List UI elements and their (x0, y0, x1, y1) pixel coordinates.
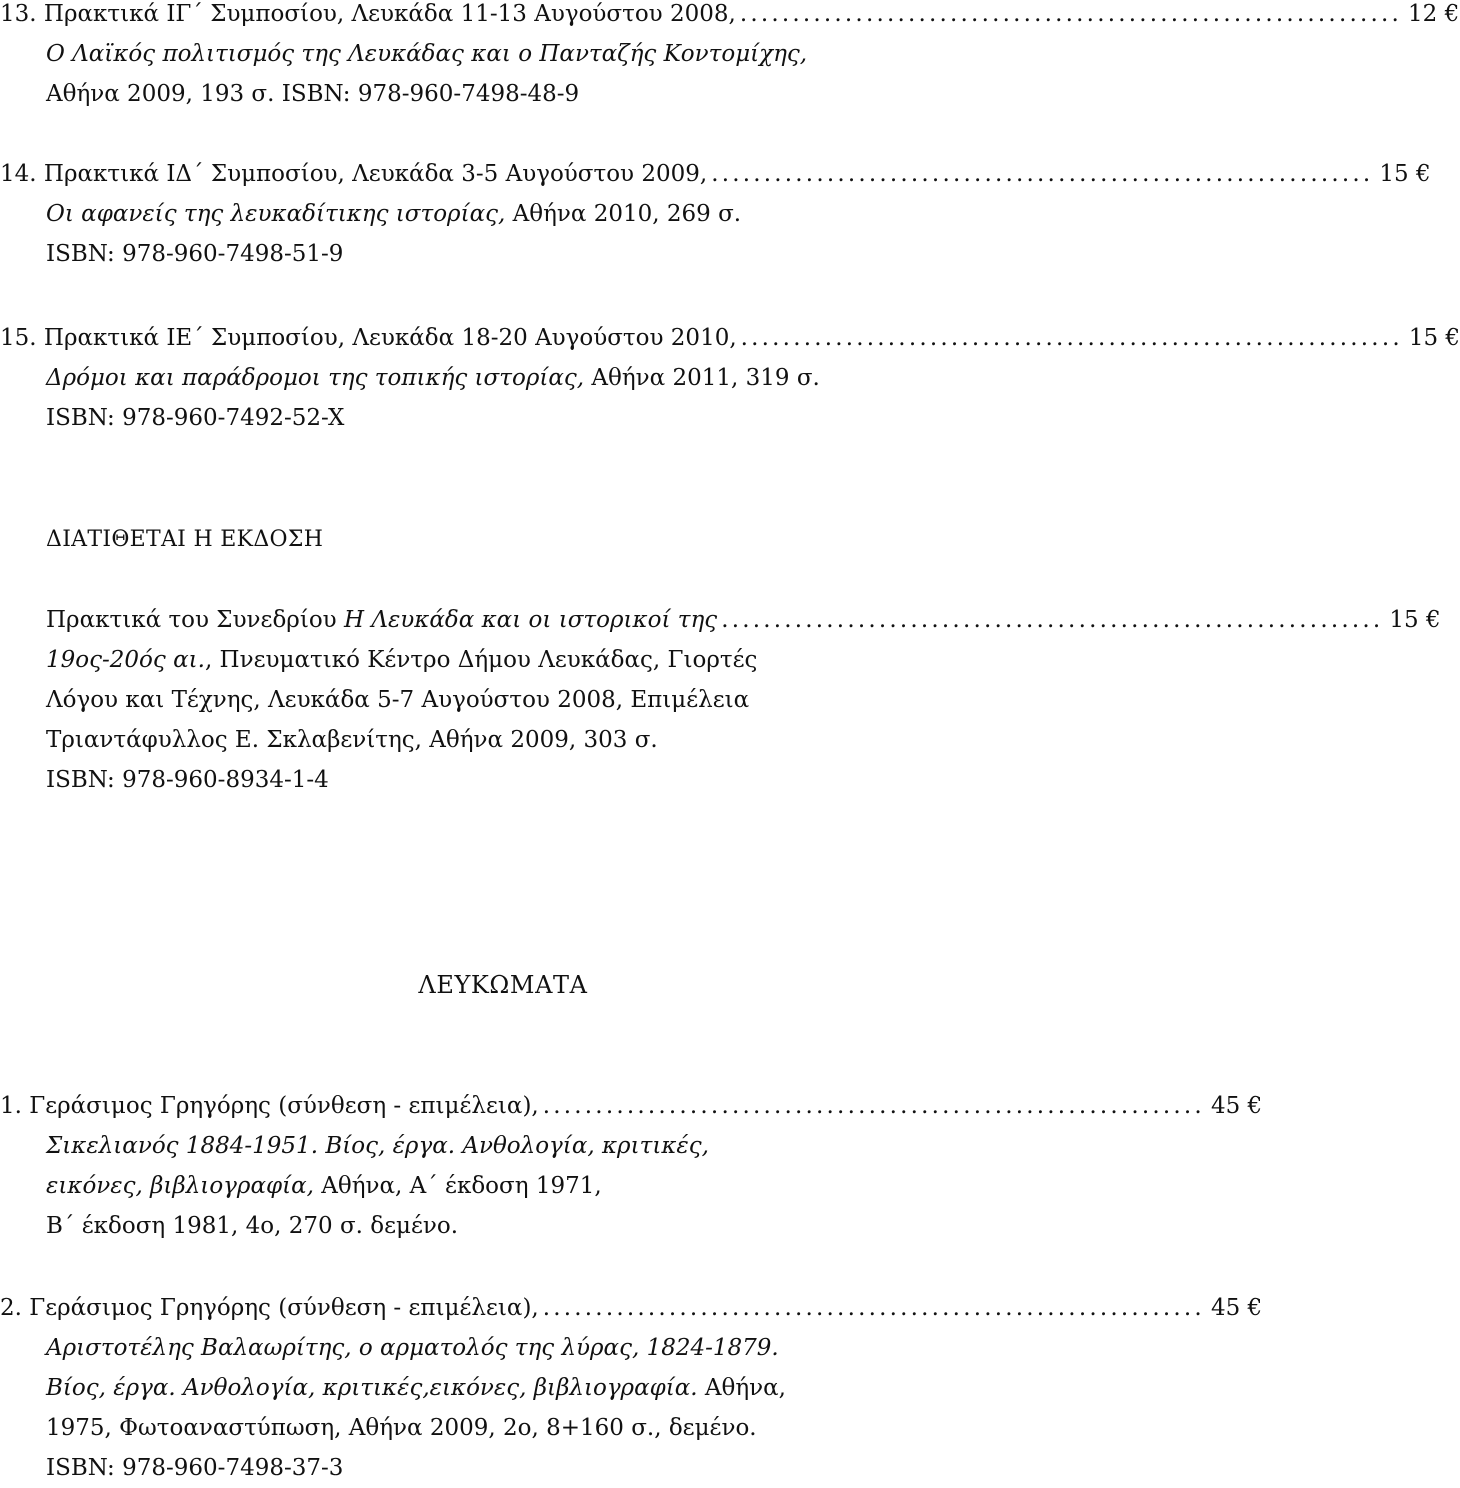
entry-edition-info: Αθήνα, Α΄ έκδοση 1971, (313, 1173, 602, 1199)
albums-section-title: ΛΕΥΚΩΜΑΤΑ (418, 971, 588, 999)
dot-leader: ............................................................... (739, 1, 1403, 27)
available-section-label: ΔΙΑΤΙΘΕΤΑΙ Η ΕΚΔΟΣΗ (46, 527, 324, 552)
entry-price: 45 € (1210, 1093, 1263, 1119)
entry-edition-info-2: Β΄ έκδοση 1981, 4ο, 270 σ. δεμένο. (46, 1213, 459, 1239)
entry-price: 15 € (1408, 325, 1460, 351)
entry-heading: 1. Γεράσιμος Γρηγόρης (σύνθεση - επιμέλεια), (0, 1093, 539, 1119)
dot-leader: ............................................................... (740, 325, 1403, 351)
entry-price: 45 € (1210, 1295, 1263, 1321)
entry-event-info: Λόγου και Τέχνης, Λευκάδα 5-7 Αυγούστου 2008, Επιμέλεια (46, 687, 750, 713)
entry-publication-info: Αθήνα 2010, 269 σ. (505, 201, 742, 227)
entry-publication-info: Αθήνα 2009, 193 σ. ISBN: 978-960-7498-48-9 (46, 81, 580, 107)
entry-publication-info: Αθήνα 2011, 319 σ. (584, 365, 820, 391)
entry-price: 15 € (1389, 607, 1441, 633)
entry-title-italic-cont: Βίος, έργα. Ανθολογία, κριτικές,εικόνες, βιβλιογραφία. (46, 1375, 698, 1401)
entry-publisher: , Πνευματικό Κέντρο Δήμου Λευκάδας, Γιορτές (204, 647, 758, 673)
dot-leader: ............................................................... (542, 1295, 1205, 1321)
entry-isbn: ISBN: 978-960-7492-52-X (46, 405, 345, 431)
entry-title-line (46, 1166, 602, 1206)
entry-heading (46, 600, 717, 640)
entry-heading: 15. Πρακτικά ΙΕ΄ Συμποσίου, Λευκάδα 18-20 Αυγούστου 2010, (0, 325, 737, 351)
entry-title-italic: Σικελιανός 1884-1951. Βίος, έργα. Ανθολογία, κριτικές, (46, 1133, 709, 1159)
entry-isbn: ISBN: 978-960-8934-1-4 (46, 767, 329, 793)
entry-publication-place: Αθήνα, (697, 1375, 786, 1401)
entry-title-italic: Αριστοτέλης Βαλαωρίτης, ο αρματολός της λύρας, 1824-1879. (46, 1335, 779, 1361)
entry-heading-line (0, 0, 1460, 34)
entry-heading-line (0, 154, 1431, 194)
entry-heading-line (46, 600, 1441, 640)
entry-heading-line (0, 1086, 1263, 1126)
entry-heading-line (0, 318, 1460, 358)
entry-isbn: ISBN: 978-960-7498-37-3 (46, 1455, 344, 1481)
entry-title-italic: Ο Λαϊκός πολιτισμός της Λευκάδας και ο Πανταζής Κοντομίχης, (46, 41, 808, 67)
dot-leader: ............................................................... (711, 161, 1374, 187)
entry-price: 15 € (1379, 161, 1431, 187)
entry-heading: 14. Πρακτικά ΙΔ΄ Συμποσίου, Λευκάδα 3-5 Αυγούστου 2009, (0, 161, 708, 187)
entry-isbn: ISBN: 978-960-7498-51-9 (46, 241, 344, 267)
entry-title-line (46, 358, 820, 398)
entry-price: 12 € (1408, 1, 1460, 27)
entry-heading-line (0, 1288, 1263, 1328)
dot-leader: ............................................................... (542, 1093, 1205, 1119)
entry-subtitle-italic: 19ος-20ός αι. (46, 647, 205, 673)
entry-edition-info: 1975, Φωτοαναστύπωση, Αθήνα 2009, 2ο, 8+160 σ., δεμένο. (46, 1415, 757, 1441)
entry-title-line (46, 194, 741, 234)
dot-leader: ............................................................... (721, 607, 1384, 633)
entry-heading-plain: Πρακτικά του Συνεδρίου (46, 607, 344, 633)
entry-editor-info: Τριαντάφυλλος Ε. Σκλαβενίτης, Αθήνα 2009, 303 σ. (46, 727, 658, 753)
entry-heading: 2. Γεράσιμος Γρηγόρης (σύνθεση - επιμέλεια), (0, 1295, 539, 1321)
entry-heading: 13. Πρακτικά ΙΓ΄ Συμποσίου, Λευκάδα 11-13 Αυγούστου 2008, (0, 1, 736, 27)
entry-heading-italic: Η Λευκάδα και οι ιστορικοί της (343, 607, 718, 633)
entry-title-line (46, 1368, 786, 1408)
entry-subtitle-line (46, 640, 757, 680)
entry-title-italic-cont: εικόνες, βιβλιογραφία, (46, 1173, 314, 1199)
entry-title-italic: Οι αφανείς της λευκαδίτικης ιστορίας, (46, 201, 506, 227)
entry-title-italic: Δρόμοι και παράδρομοι της τοπικής ιστορίας, (46, 365, 585, 391)
